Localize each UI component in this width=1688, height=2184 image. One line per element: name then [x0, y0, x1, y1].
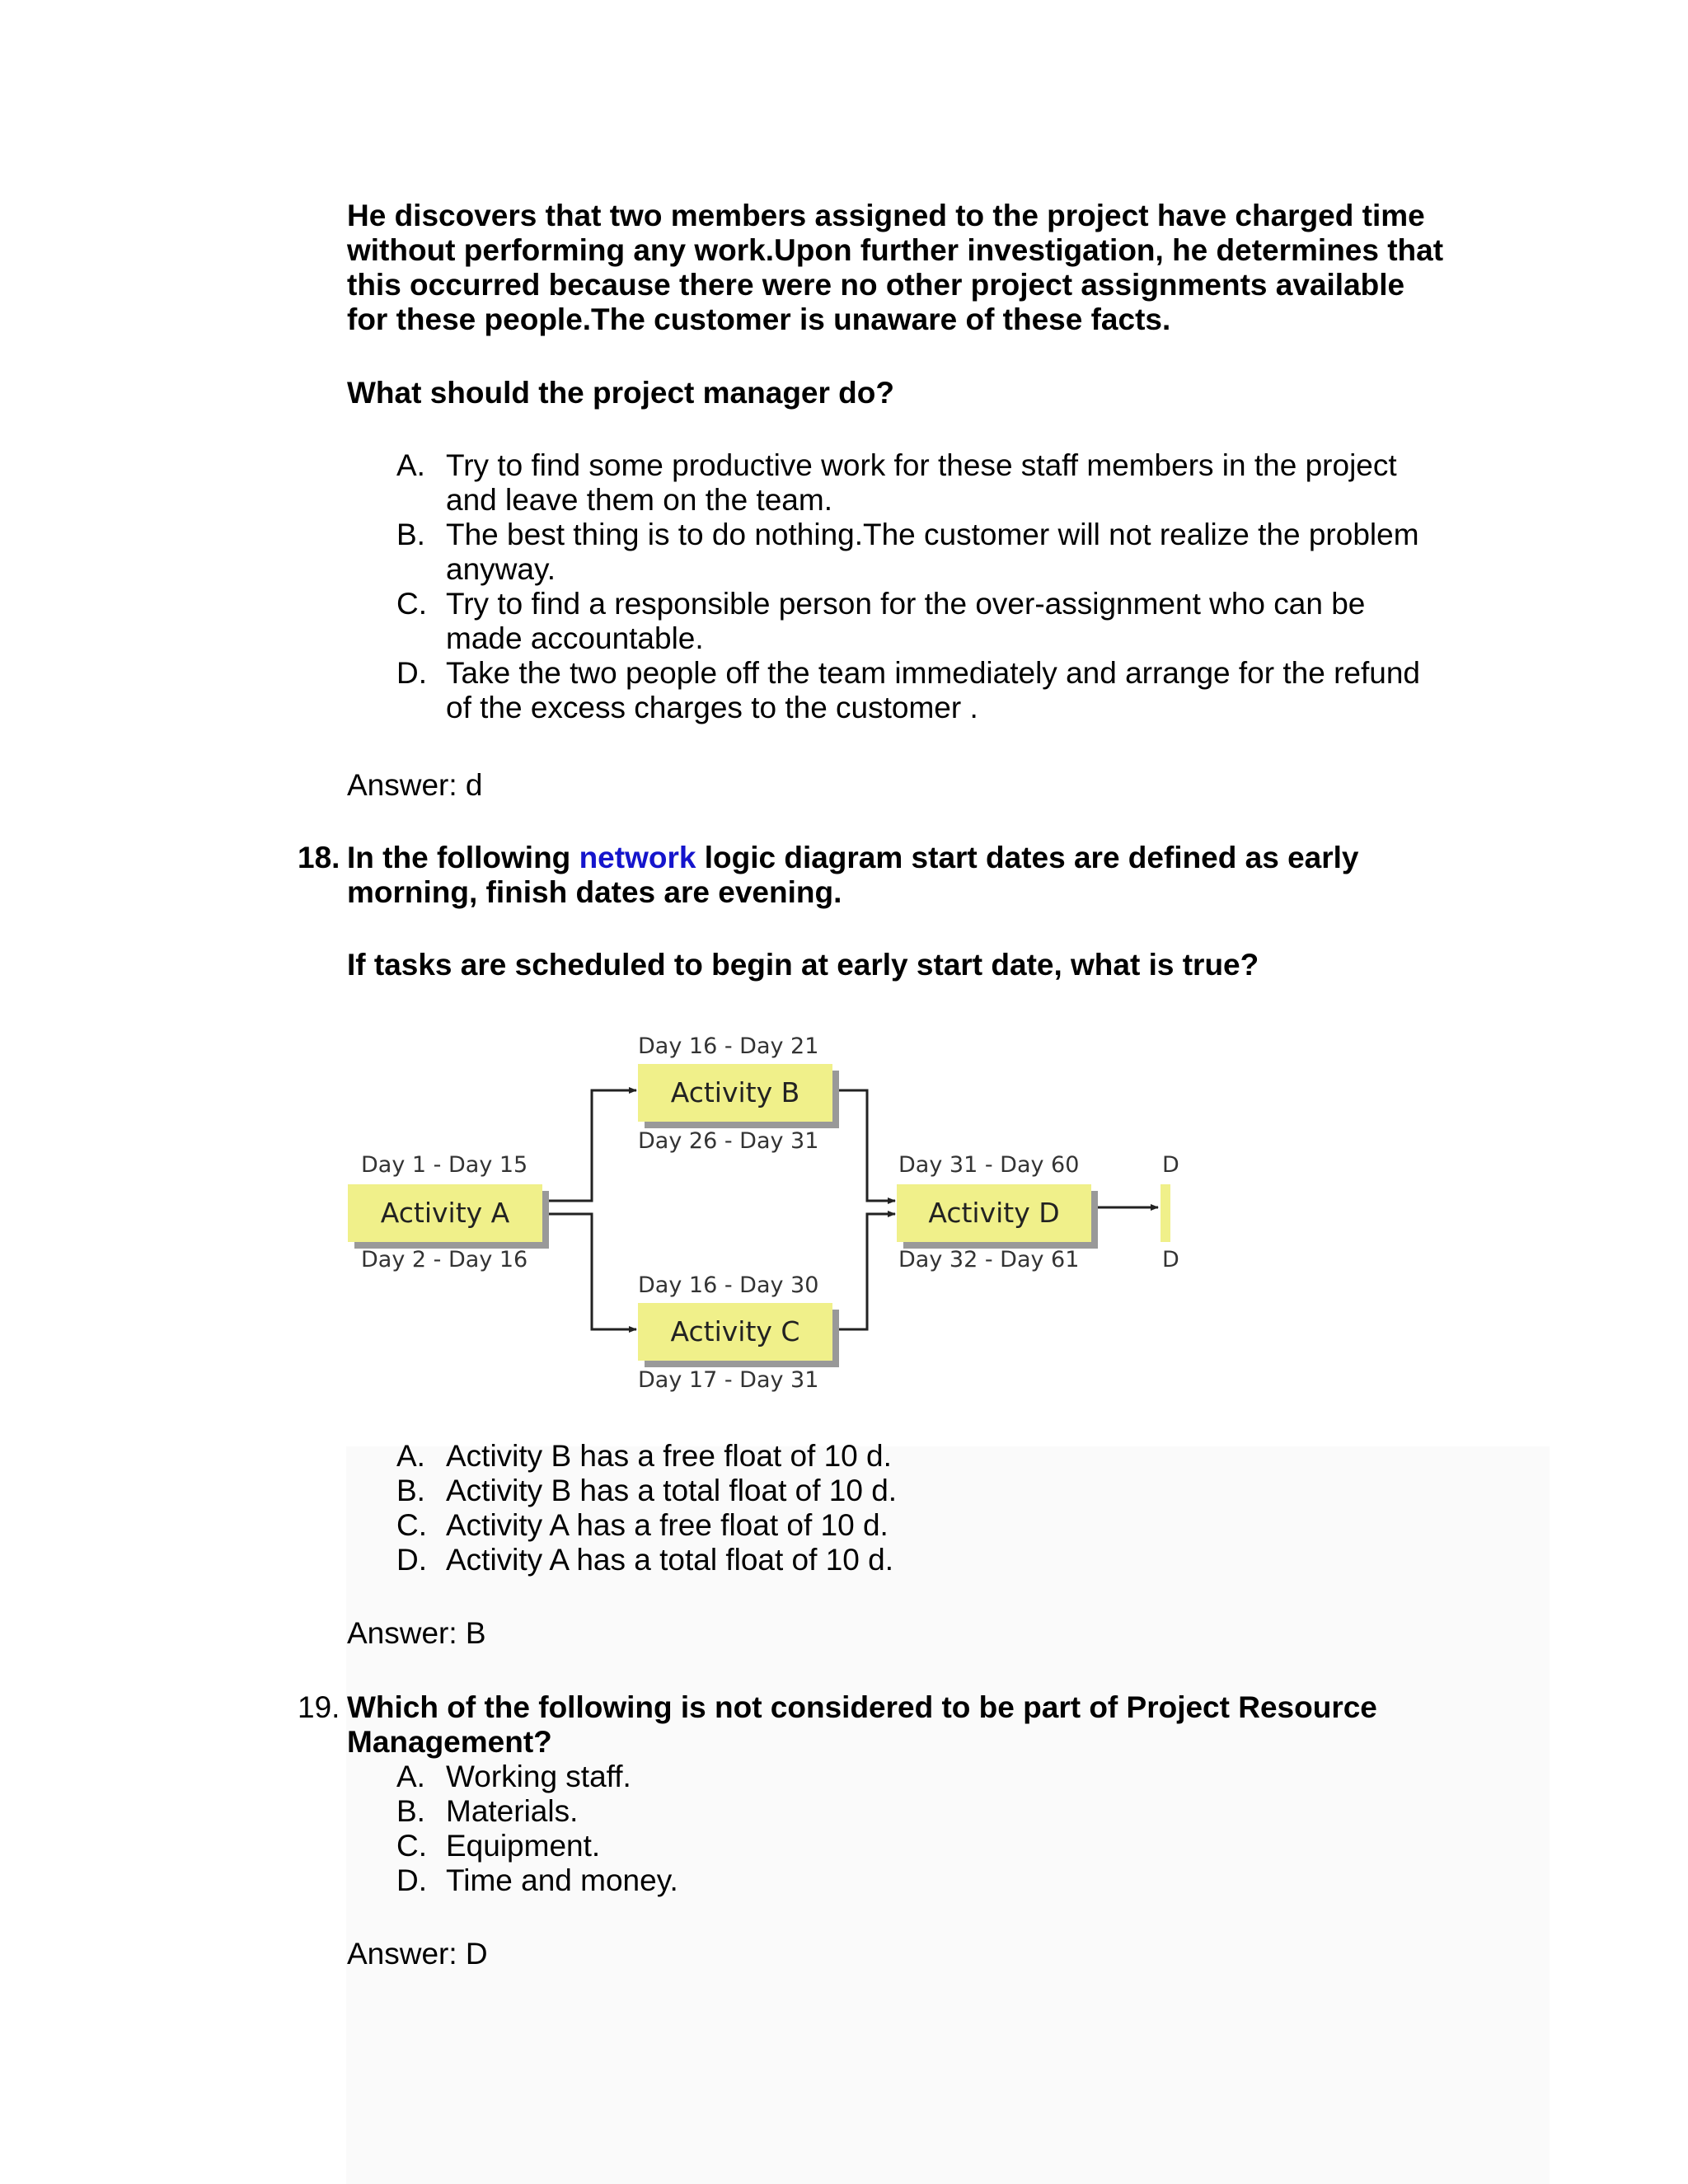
option-text: Activity B has a free float of 10 d.: [446, 1439, 892, 1473]
option-text: Equipment.: [446, 1829, 601, 1863]
option-text: Activity A has a total float of 10 d.: [446, 1543, 893, 1577]
activity-b-label: Activity B: [670, 1076, 800, 1108]
option-letter: B.: [396, 1474, 425, 1507]
activity-c-late-dates: Day 17 - Day 31: [638, 1367, 819, 1393]
option-letter: A.: [396, 1760, 425, 1793]
activity-d-early-dates: Day 31 - Day 60: [898, 1152, 1080, 1178]
option-letter: D.: [396, 1543, 427, 1577]
intro-line: for these people.The customer is unaware of these facts.: [347, 302, 1171, 336]
question-18-line1: [347, 841, 1358, 875]
network-link[interactable]: network: [579, 841, 696, 874]
question-18-line2: morning, finish dates are evening.: [347, 875, 842, 909]
option-letter: C.: [396, 1508, 427, 1542]
answer-19: Answer: D: [347, 1937, 488, 1971]
question-19-line1: Which of the following is not considered to be part of Project Resource: [347, 1690, 1377, 1724]
network-logic-diagram: [346, 1026, 1179, 1405]
option-text: and leave them on the team.: [446, 483, 832, 517]
question-text: logic diagram start dates are defined as early: [696, 841, 1359, 874]
connector-c-d: [832, 1214, 895, 1329]
question-19-line2: Management?: [347, 1725, 552, 1759]
next-activity-box: [1160, 1184, 1170, 1242]
next-activity-late-dates: D: [1162, 1247, 1179, 1272]
next-activity-early-dates: D: [1162, 1152, 1179, 1178]
answer-18: Answer: B: [347, 1616, 486, 1650]
option-letter: B.: [396, 518, 425, 551]
intro-line: this occurred because there were no other project assignments available: [347, 268, 1405, 302]
question-text: In the following: [347, 841, 579, 874]
activity-a-early-dates: Day 1 - Day 15: [361, 1152, 528, 1178]
question-number: 19.: [298, 1690, 340, 1724]
activity-a-late-dates: Day 2 - Day 16: [361, 1247, 528, 1272]
activity-b-late-dates: Day 26 - Day 31: [638, 1128, 819, 1154]
option-letter: C.: [396, 587, 427, 621]
connector-a-c: [546, 1214, 636, 1329]
question-17-prompt: What should the project manager do?: [347, 376, 894, 410]
activity-d-label: Activity D: [928, 1197, 1060, 1229]
option-text: Materials.: [446, 1794, 579, 1828]
activity-b-early-dates: Day 16 - Day 21: [638, 1033, 819, 1059]
intro-line: without performing any work.Upon further investigation, he determines that: [347, 233, 1444, 267]
connector-a-b: [546, 1090, 636, 1201]
activity-a-label: Activity A: [380, 1197, 510, 1229]
option-letter: B.: [396, 1794, 425, 1828]
option-text: Time and money.: [446, 1863, 678, 1897]
answer-17: Answer: d: [347, 768, 483, 802]
option-letter: C.: [396, 1829, 427, 1863]
option-text: The best thing is to do nothing.The customer will not realize the problem: [446, 518, 1419, 551]
option-letter: D.: [396, 1863, 427, 1897]
option-text: made accountable.: [446, 621, 704, 655]
activity-d-late-dates: Day 32 - Day 61: [898, 1247, 1080, 1272]
question-number: 18.: [298, 841, 340, 874]
option-text: Try to find a responsible person for the over-assignment who can be: [446, 587, 1366, 621]
option-text: Try to find some productive work for these staff members in the project: [446, 448, 1397, 482]
connector-b-d: [832, 1090, 895, 1201]
option-letter: D.: [396, 656, 427, 690]
intro-line: He discovers that two members assigned to the project have charged time: [347, 199, 1425, 232]
option-letter: A.: [396, 448, 425, 482]
option-text: Working staff.: [446, 1760, 631, 1793]
activity-c-label: Activity C: [670, 1315, 800, 1347]
option-text: anyway.: [446, 552, 556, 586]
question-18-prompt: If tasks are scheduled to begin at early start date, what is true?: [347, 948, 1259, 982]
option-letter: A.: [396, 1439, 425, 1473]
option-text: of the excess charges to the customer .: [446, 691, 978, 724]
option-text: Activity A has a free float of 10 d.: [446, 1508, 889, 1542]
activity-c-early-dates: Day 16 - Day 30: [638, 1272, 819, 1298]
option-text: Take the two people off the team immediately and arrange for the refund: [446, 656, 1420, 690]
option-text: Activity B has a total float of 10 d.: [446, 1474, 898, 1507]
